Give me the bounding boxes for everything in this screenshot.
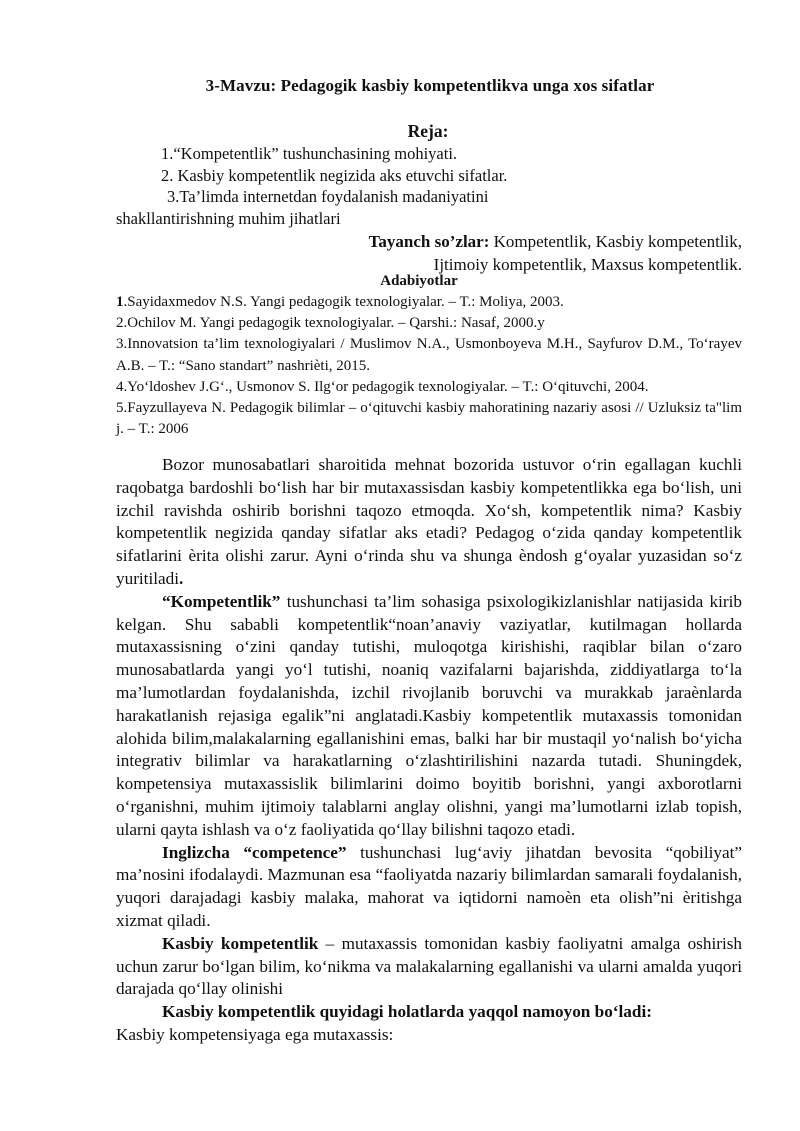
plan-heading: Reja: [407, 121, 449, 141]
term-competence: Inglizcha “competence” [162, 842, 347, 862]
reference-item: 1.Sayidaxmedov N.S. Yangi pedagogik texnologiyalar. – T.: Moliya, 2003. [116, 294, 564, 310]
reference-item: 3.Innovatsion ta’lim texnologiyalari / Muslimov N.A., Usmonboyeva M.H., Sayfurov D.M., To‘rayev A.B. – T.: “Sano standart” nashrièti, 2015. [116, 336, 742, 374]
plan-item-2: 2. Kasbiy kompetentlik negizida aks etuvchi sifatlar. [161, 166, 508, 185]
document-title: 3-Mavzu: Pedagogik kasbiy kompetentlikva unga xos sifatlar [205, 76, 655, 95]
paragraph-heading-holatlar: Kasbiy kompetentlik quyidagi holatlarda yaqqol namoyon bo‘ladi: [162, 1002, 652, 1022]
term-kasbiy-kompetentlik: Kasbiy kompetentlik [162, 933, 319, 953]
keywords-text-1: Kompetentlik, Kasbiy kompetentlik, [489, 232, 742, 251]
paragraph-kompetentlik: “Kompetentlik” tushunchasi ta’lim sohasiga psixologikizlanishlar natijasida kirib kelgan. Shu sababli kompetentlik“noan’anaviy vaziyatlar, kutilmagan hollarda mutaxassisning o‘zini qanday tutishi, muloqotga kirishishi, raqiblar bilan o‘zaro munosabatlarda yangi yo‘l tutishi, noaniq vazifalarni bajarishda, ziddiyatlarga to‘la ma’lumotlardan foydalanishda, izchil rivojlanib boruvchi va murakkab jaraènlarda harakatlanish rejasiga egalik”ni anglatadi.Kasbiy kompetentlik mutaxassis tomonidan alohida bilim,malakalarning egallanishini emas, balki har bir mustaqil yo‘nalish bo‘yicha integrativ bilimlar va harakatlarning o‘zlashtirilishini nazarda tutadi. Shuningdek, kompetensiya mutaxassislik bilimlarini doimo boyitib borishni, yangi axborotlarni o‘rganishni, muhim ijtimoiy talablarni anglay olishni, yangi ma’lumotlarni izlab topish, ularni qayta ishlash va o‘z faoliyatida qo‘llay bilishni taqozo etadi. [116, 591, 742, 839]
keywords-line-1 [282, 231, 742, 254]
reference-item: 4.Yo‘ldoshev J.G‘., Usmonov S. Ilg‘or pedagogik texnologiyalar. – T.: O‘qituvchi, 2004. [116, 378, 649, 395]
references-list [116, 292, 742, 440]
paragraph-intro: Bozor munosabatlari sharoitida mehnat bozorida ustuvor o‘rin egallagan kuchli raqobatga bardoshli bo‘lish har bir mutaxassisdan kasbiy kompetentlikka ega bo‘lish, uni izchil ravishda oshirib borishni taqozo etmoqda. Xo‘sh, kompetentlik nima? Kasbiy kompetentlik negizida qanday sifatlar aks etadi? Pedagog o‘zida qanday kompetentlik sifatlarini èrita olishi zarur. Ayni o‘rinda shu va shunga èndosh g‘oyalar yuzasidan so‘z yuritiladi. [116, 455, 742, 588]
term-kompetentlik: “Kompetentlik” [162, 591, 281, 611]
reference-number: 1 [116, 294, 124, 310]
plan-item-3-continuation: shakllantirishning muhim jihatlari [116, 209, 341, 228]
keywords-text-2: Ijtimoiy kompetentlik, Maxsus kompetentlik. [433, 254, 742, 274]
reference-item: 2.Ochilov M. Yangi pedagogik texnologiyalar. – Qarshi.: Nasaf, 2000.y [116, 315, 545, 332]
keywords-block [282, 231, 742, 276]
plan-item-1: 1.“Kompetentlik” tushunchasining mohiyati. [161, 144, 458, 163]
plan-item-3: 3.Ta’limda internetdan foydalanish madaniyatini [167, 187, 489, 206]
paragraph-mutaxassis: Kasbiy kompetensiyaga ega mutaxassis: [116, 1024, 394, 1044]
references-heading: Adabiyotlar [380, 273, 458, 289]
paragraph-competence: Inglizcha “competence” tushunchasi lug‘aviy jihatdan bevosita “qobiliyat” ma’nosini ifodalaydi. Mazmunan esa “faoliyatda nazariy bilimlardan samarali foydalanish, yuqori darajadagi kasbiy malaka, mahorat va iqtidorni namoèn eta olish”ni èritishga xizmat qiladi. [116, 842, 742, 930]
body-text [116, 454, 742, 1047]
reference-item: 5.Fayzullayeva N. Pedagogik bilimlar – o‘qituvchi kasbiy mahoratining nazariy asosi // Uzluksiz ta"lim j. – T.: 2006 [116, 400, 742, 438]
paragraph-kasbiy-kompetentlik: Kasbiy kompetentlik – mutaxassis tomonidan kasbiy faoliyatni amalga oshirish uchun zarur bo‘lgan bilim, ko‘nikma va malakalarning egallanishi va ularni amalda yuqori darajada qo‘llay olinishi [116, 933, 743, 999]
keywords-label: Tayanch so’zlar: [368, 232, 490, 251]
